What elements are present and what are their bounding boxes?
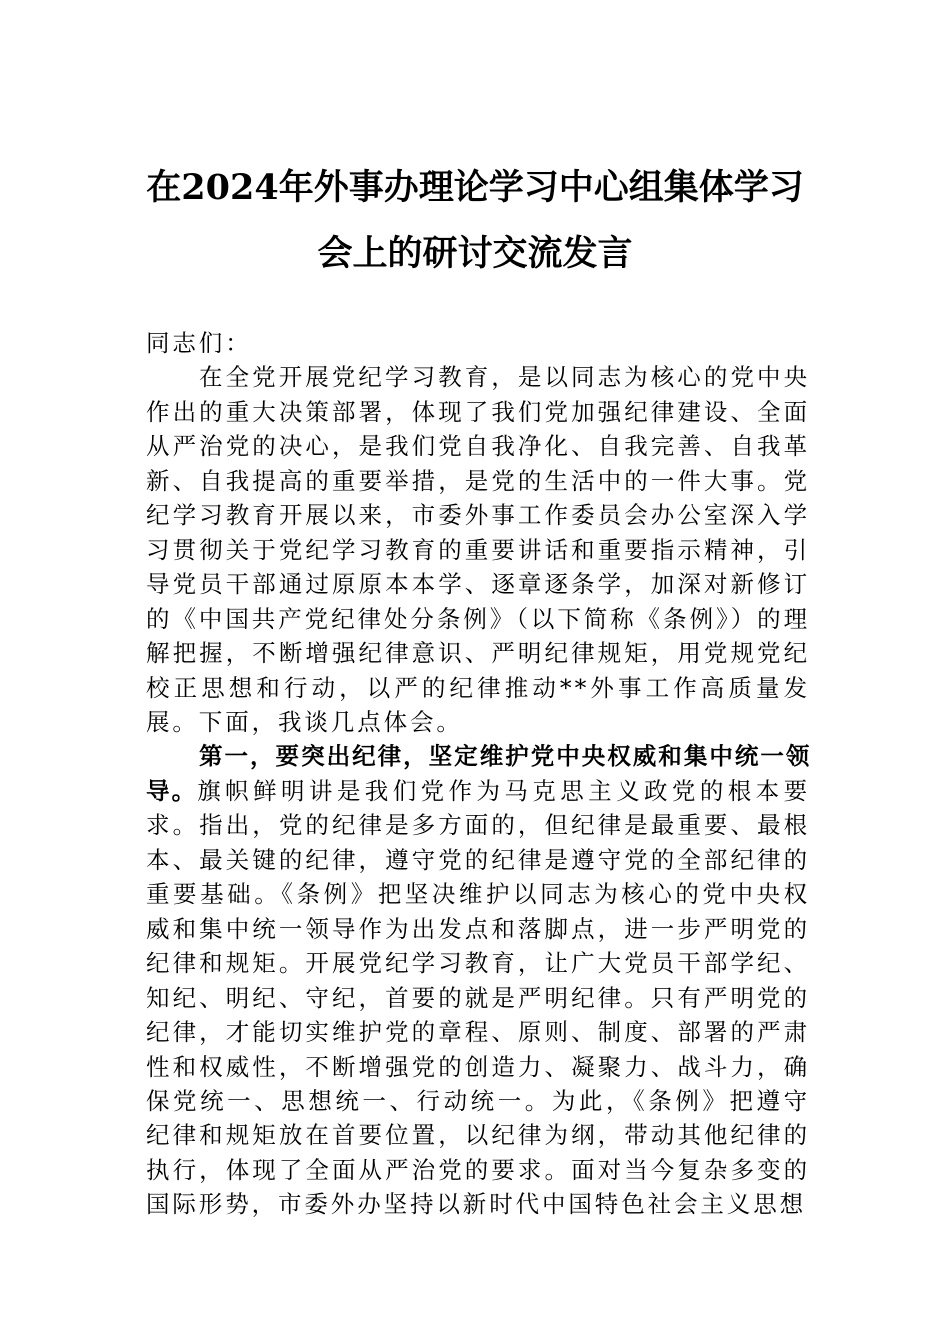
section-one-heading: 第一，要突出纪律，坚定维护党中央权威和集中统一领导。 — [146, 742, 810, 805]
paragraph-intro: 在全党开展党纪学习教育，是以同志为核心的党中央作出的重大决策部署，体现了我们党加强纪律建设、全面从严治党的决心，是我们党自我净化、自我完善、自我革新、自我提高的重要举措，是党的生活中的一件大事。党纪学习教育开展以来，市委外事工作委员会办公室深入学习贯彻关于党纪学习教育的重要讲话和重要指示精神，引导党员干部通过原原本本学、逐章逐条学，加深对新修订的《中国共产党纪律处分条例》（以下简称《条例》）的理解把握，不断增强纪律意识、严明纪律规矩，用党规党纪校正思想和行动，以严的纪律推动**外事工作高质量发展。下面，我谈几点体会。 — [146, 363, 810, 736]
document-title-line2: 会上的研讨交流发言 — [317, 233, 633, 274]
section-one-text: 旗帜鲜明讲是我们党作为马克思主义政党的根本要求。指出，党的纪律是多方面的，但纪律是最重要、最根本、最关键的纪律，遵守党的纪律是遵守党的全部纪律的重要基础。《条例》把坚决维护以同志为核心的党中央权威和集中统一领导作为出发点和落脚点，进一步严明党的纪律和规矩。开展党纪学习教育，让广大党员干部学纪、知纪、明纪、守纪，首要的就是严明纪律。只有严明党的纪律，才能切实维护党的章程、原则、制度、部署的严肃性和权威性，不断增强党的创造力、凝聚力、战斗力，确保党统一、思想统一、行动统一。为此，《条例》把遵守纪律和规矩放在首要位置，以纪律为纲，带动其他纪律的执行，体现了全面从严治党的要求。面对当今复杂多变的国际形势，市委外办坚持以新时代中国特色社会主义思想 — [146, 776, 810, 1219]
document-title-line1: 在2024年外事办理论学习中心组集体学习 — [146, 167, 804, 208]
document-body — [146, 326, 810, 1222]
paragraph-section-one — [146, 739, 810, 1221]
salutation: 同志们： — [146, 329, 252, 357]
